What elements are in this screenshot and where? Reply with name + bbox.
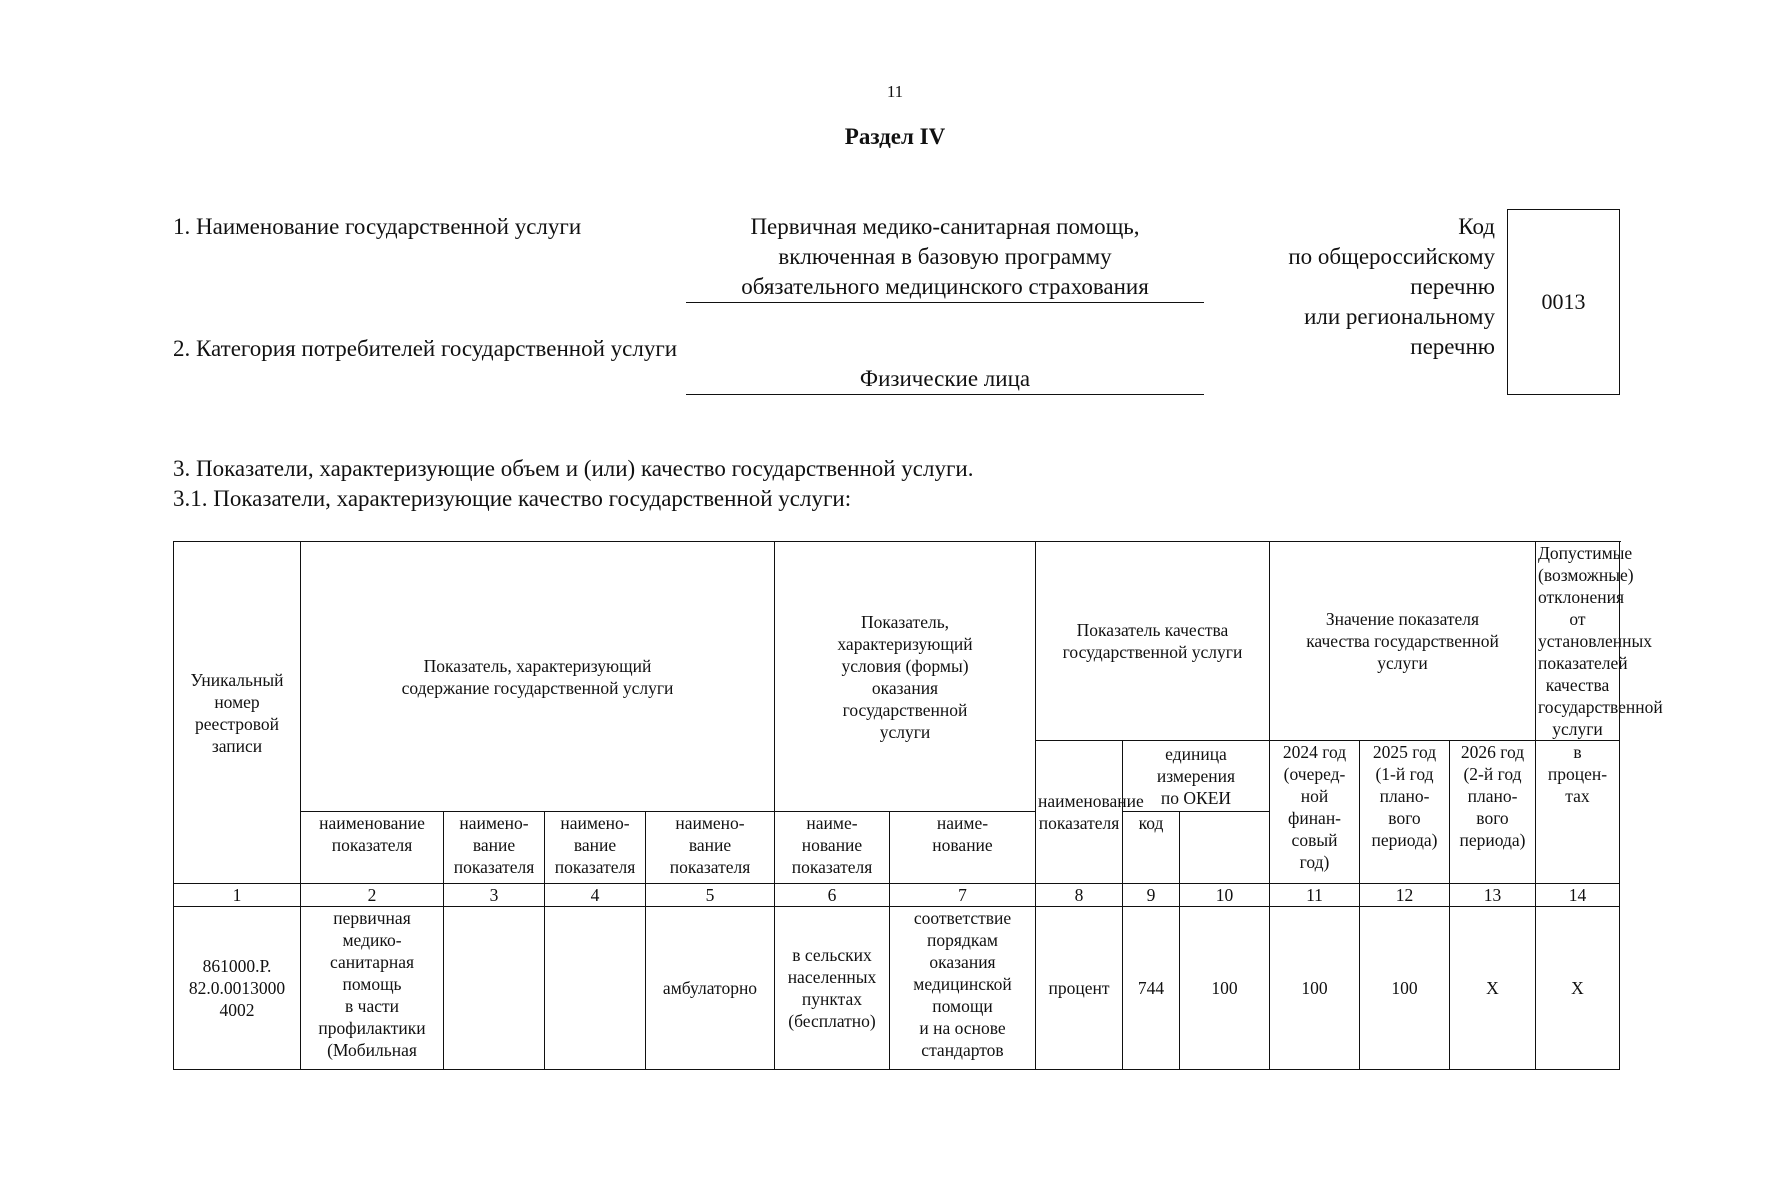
deviation-percent-cell: X <box>1450 907 1536 1070</box>
column-numbers-row <box>174 884 1620 907</box>
column-number: 14 <box>1536 884 1620 907</box>
header-content-indicator-1: наименование показателя <box>301 812 444 884</box>
header-condition-indicator-2: наиме- нование показателя <box>775 812 890 884</box>
column-number: 12 <box>1360 884 1450 907</box>
header-value-group: Значение показателя качества государственной услуги <box>1270 542 1536 741</box>
column-number: 7 <box>890 884 1036 907</box>
column-number: 8 <box>1036 884 1123 907</box>
value-2025-cell: 100 <box>1270 907 1360 1070</box>
header-conditions-group: Показатель, характеризующий условия (формы) оказания государственной услуги <box>775 542 1036 812</box>
column-number: 1 <box>174 884 301 907</box>
code-box <box>1507 209 1620 395</box>
column-number: 3 <box>444 884 545 907</box>
header-content-indicator-3: наимено- вание показателя <box>545 812 646 884</box>
header-indicator-name: наименование показателя <box>1036 741 1123 884</box>
code-label: Код по общероссийскому перечню или региональному перечню <box>1288 214 1495 359</box>
section-title: Раздел IV <box>844 124 946 149</box>
indicators-heading: 3. Показатели, характеризующие объем и (или) качество государственной услуги. <box>173 456 974 481</box>
value-2024-cell: 100 <box>1180 907 1270 1070</box>
header-unit-name: наиме- нование <box>890 812 1036 884</box>
column-number: 11 <box>1270 884 1360 907</box>
header-condition-indicator-1: наимено- вание показателя <box>646 812 775 884</box>
header-deviation-group: Допустимые (возможные) отклонения от установленных показателей качества государственной услуги <box>1536 542 1620 741</box>
service-name-label: 1. Наименование государственной услуги <box>173 214 582 239</box>
content-indicator-3-cell <box>545 907 646 1070</box>
quality-indicators-table <box>173 541 1663 1070</box>
header-quality-group: Показатель качества государственной услуги <box>1036 542 1270 741</box>
consumer-category-value: Физические лица <box>686 364 1204 395</box>
column-number: 13 <box>1450 884 1536 907</box>
unit-name-cell: процент <box>1036 907 1123 1070</box>
column-number: 2 <box>301 884 444 907</box>
column-number: 9 <box>1123 884 1180 907</box>
header-percent: в процен- тах <box>1536 741 1620 884</box>
header-unique-number: Уникальный номер реестровой записи <box>174 542 301 884</box>
column-number: 5 <box>646 884 775 907</box>
consumer-category-label: 2. Категория потребителей государственной услуги <box>173 336 678 361</box>
content-indicator-2-cell <box>444 907 545 1070</box>
header-unit-code: код <box>1123 812 1180 884</box>
unit-code-cell: 744 <box>1123 907 1180 1070</box>
registry-number-cell: 861000.Р. 82.0.0013000 4002 <box>174 907 301 1070</box>
condition-indicator-2-cell: в сельских населенных пунктах (бесплатно) <box>775 907 890 1070</box>
column-number: 10 <box>1180 884 1270 907</box>
header-year-2025: 2025 год (1-й год плано- вого периода) <box>1360 741 1450 884</box>
page-number: 11 <box>886 82 904 101</box>
column-number: 4 <box>545 884 646 907</box>
table-row <box>174 907 1620 1070</box>
quality-heading: 3.1. Показатели, характеризующие качество государственной услуги: <box>173 486 852 511</box>
header-unit-group: единица измерения по ОКЕИ <box>1123 741 1270 812</box>
code-value: 0013 <box>1541 289 1586 314</box>
header-year-2026: 2026 год (2-й год плано- вого периода) <box>1450 741 1536 884</box>
value-2026-cell: 100 <box>1360 907 1450 1070</box>
quality-indicator-name-cell: соответствие порядкам оказания медицинской помощи и на основе стандартов <box>890 907 1036 1070</box>
content-indicator-1-cell: первичная медико- санитарная помощь в части профилактики (Мобильная <box>301 907 444 1070</box>
deviation-absolute-cell: X <box>1536 907 1620 1070</box>
header-content-indicator-2: наимено- вание показателя <box>444 812 545 884</box>
condition-indicator-1-cell: амбулаторно <box>646 907 775 1070</box>
service-name-value: Первичная медико-санитарная помощь, включенная в базовую программу обязательного медицинского страхования <box>686 212 1204 303</box>
column-number: 6 <box>775 884 890 907</box>
header-year-2024: 2024 год (очеред- ной финан- совый год) <box>1270 741 1360 884</box>
header-content-group: Показатель, характеризующий содержание государственной услуги <box>301 542 775 812</box>
